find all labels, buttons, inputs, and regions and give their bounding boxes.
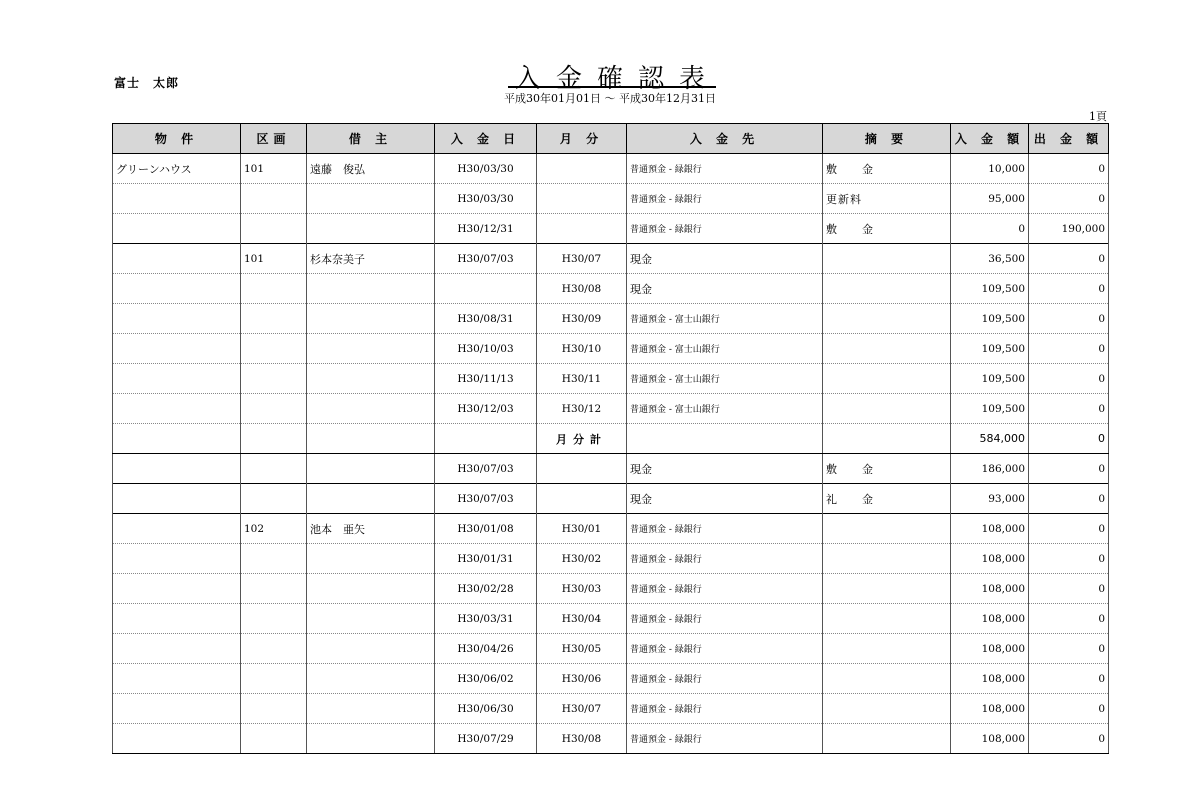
cell-out-amount: 0 — [1029, 634, 1109, 664]
cell-note — [823, 544, 951, 574]
payment-ledger-table — [112, 123, 1109, 754]
subtotal-out-amount: 0 — [1029, 424, 1109, 454]
cell-property — [113, 664, 241, 694]
table-row — [113, 574, 1109, 604]
column-header-unit: 区画 — [241, 124, 307, 154]
cell-note: 礼 金 — [823, 484, 951, 514]
cell-date: H30/07/03 — [435, 454, 537, 484]
cell-date: H30/12/31 — [435, 214, 537, 244]
cell-out-amount: 0 — [1029, 394, 1109, 424]
cell-out-amount: 190,000 — [1029, 214, 1109, 244]
cell-note — [823, 694, 951, 724]
cell-unit — [241, 454, 307, 484]
cell-account: 普通預金 - 緑銀行 — [627, 544, 823, 574]
cell-property — [113, 694, 241, 724]
cell-property — [113, 394, 241, 424]
title-underline — [508, 86, 716, 88]
cell-tenant — [307, 214, 435, 244]
table-row — [113, 484, 1109, 514]
cell-date: H30/11/13 — [435, 364, 537, 394]
cell-month: H30/06 — [537, 664, 627, 694]
cell-tenant — [307, 424, 435, 454]
cell-tenant — [307, 274, 435, 304]
cell-in-amount: 10,000 — [951, 154, 1029, 184]
cell-property — [113, 724, 241, 754]
cell-account: 普通預金 - 緑銀行 — [627, 634, 823, 664]
cell-date: H30/02/28 — [435, 574, 537, 604]
cell-account: 現金 — [627, 454, 823, 484]
cell-note — [823, 724, 951, 754]
cell-out-amount: 0 — [1029, 184, 1109, 214]
cell-unit — [241, 424, 307, 454]
cell-note — [823, 364, 951, 394]
cell-in-amount: 95,000 — [951, 184, 1029, 214]
cell-out-amount: 0 — [1029, 154, 1109, 184]
cell-date: H30/03/30 — [435, 154, 537, 184]
cell-note: 敷 金 — [823, 154, 951, 184]
cell-note — [823, 304, 951, 334]
cell-property — [113, 484, 241, 514]
cell-in-amount: 109,500 — [951, 334, 1029, 364]
table-row — [113, 184, 1109, 214]
cell-unit — [241, 664, 307, 694]
cell-month: H30/05 — [537, 634, 627, 664]
cell-in-amount: 109,500 — [951, 394, 1029, 424]
table-row — [113, 304, 1109, 334]
cell-date: H30/07/29 — [435, 724, 537, 754]
cell-tenant — [307, 304, 435, 334]
cell-out-amount: 0 — [1029, 304, 1109, 334]
cell-date: H30/06/30 — [435, 694, 537, 724]
cell-date: H30/06/02 — [435, 664, 537, 694]
cell-account: 普通預金 - 緑銀行 — [627, 724, 823, 754]
cell-out-amount: 0 — [1029, 274, 1109, 304]
cell-unit — [241, 604, 307, 634]
cell-unit — [241, 274, 307, 304]
cell-account: 普通預金 - 富士山銀行 — [627, 394, 823, 424]
cell-date — [435, 274, 537, 304]
column-header-account: 入 金 先 — [627, 124, 823, 154]
table-row — [113, 214, 1109, 244]
cell-in-amount: 108,000 — [951, 514, 1029, 544]
cell-tenant: 杉本奈美子 — [307, 244, 435, 274]
cell-unit — [241, 544, 307, 574]
page-number: 1頁 — [1089, 110, 1107, 123]
cell-month: H30/08 — [537, 274, 627, 304]
cell-out-amount: 0 — [1029, 454, 1109, 484]
cell-out-amount: 0 — [1029, 664, 1109, 694]
column-header-tenant: 借 主 — [307, 124, 435, 154]
column-header-note: 摘 要 — [823, 124, 951, 154]
cell-unit — [241, 634, 307, 664]
cell-note — [823, 604, 951, 634]
cell-account: 普通預金 - 緑銀行 — [627, 574, 823, 604]
cell-note — [823, 424, 951, 454]
cell-tenant — [307, 364, 435, 394]
cell-month: H30/01 — [537, 514, 627, 544]
cell-note — [823, 274, 951, 304]
cell-in-amount: 108,000 — [951, 694, 1029, 724]
cell-tenant — [307, 184, 435, 214]
cell-month — [537, 454, 627, 484]
subtotal-label: 月分計 — [537, 424, 627, 454]
cell-note — [823, 244, 951, 274]
subtotal-in-amount: 584,000 — [951, 424, 1029, 454]
table-row — [113, 514, 1109, 544]
cell-in-amount: 108,000 — [951, 604, 1029, 634]
cell-date: H30/07/03 — [435, 484, 537, 514]
cell-property — [113, 214, 241, 244]
cell-date: H30/01/08 — [435, 514, 537, 544]
cell-date: H30/07/03 — [435, 244, 537, 274]
table-row — [113, 274, 1109, 304]
cell-out-amount: 0 — [1029, 724, 1109, 754]
cell-month — [537, 214, 627, 244]
table-row — [113, 604, 1109, 634]
cell-note: 更新料 — [823, 184, 951, 214]
table-row — [113, 244, 1109, 274]
cell-tenant — [307, 724, 435, 754]
cell-property — [113, 364, 241, 394]
cell-in-amount: 36,500 — [951, 244, 1029, 274]
cell-out-amount: 0 — [1029, 244, 1109, 274]
cell-property — [113, 184, 241, 214]
cell-property — [113, 544, 241, 574]
cell-month — [537, 154, 627, 184]
cell-month: H30/03 — [537, 574, 627, 604]
cell-unit — [241, 484, 307, 514]
table-header-row — [113, 124, 1109, 154]
cell-property — [113, 334, 241, 364]
cell-out-amount: 0 — [1029, 694, 1109, 724]
cell-unit: 101 — [241, 244, 307, 274]
cell-account: 現金 — [627, 274, 823, 304]
cell-account: 普通預金 - 富士山銀行 — [627, 364, 823, 394]
cell-account: 普通預金 - 富士山銀行 — [627, 304, 823, 334]
cell-property — [113, 514, 241, 544]
cell-property — [113, 304, 241, 334]
cell-in-amount: 93,000 — [951, 484, 1029, 514]
cell-month: H30/11 — [537, 364, 627, 394]
cell-date: H30/01/31 — [435, 544, 537, 574]
cell-in-amount: 109,500 — [951, 274, 1029, 304]
cell-note: 敷 金 — [823, 454, 951, 484]
cell-unit — [241, 394, 307, 424]
column-header-in-amount: 入 金 額 — [951, 124, 1029, 154]
cell-property — [113, 634, 241, 664]
cell-month — [537, 184, 627, 214]
cell-note — [823, 634, 951, 664]
column-header-month: 月 分 — [537, 124, 627, 154]
cell-note — [823, 394, 951, 424]
cell-property — [113, 454, 241, 484]
cell-account: 現金 — [627, 484, 823, 514]
cell-account: 普通預金 - 緑銀行 — [627, 514, 823, 544]
cell-property — [113, 244, 241, 274]
cell-month: H30/09 — [537, 304, 627, 334]
cell-tenant — [307, 394, 435, 424]
cell-month: H30/10 — [537, 334, 627, 364]
cell-unit: 102 — [241, 514, 307, 544]
cell-out-amount: 0 — [1029, 604, 1109, 634]
cell-in-amount: 108,000 — [951, 724, 1029, 754]
cell-out-amount: 0 — [1029, 574, 1109, 604]
table-row — [113, 694, 1109, 724]
cell-tenant: 池本 亜矢 — [307, 514, 435, 544]
column-header-date: 入 金 日 — [435, 124, 537, 154]
cell-tenant: 遠藤 俊弘 — [307, 154, 435, 184]
cell-in-amount: 0 — [951, 214, 1029, 244]
owner-name: 富士 太郎 — [114, 76, 180, 90]
cell-unit: 101 — [241, 154, 307, 184]
cell-in-amount: 108,000 — [951, 544, 1029, 574]
cell-property — [113, 424, 241, 454]
table-row — [113, 454, 1109, 484]
cell-unit — [241, 214, 307, 244]
cell-tenant — [307, 334, 435, 364]
cell-month: H30/12 — [537, 394, 627, 424]
cell-tenant — [307, 694, 435, 724]
cell-account: 普通預金 - 緑銀行 — [627, 184, 823, 214]
table-row — [113, 544, 1109, 574]
report-period: 平成30年01月01日 〜 平成30年12月31日 — [504, 92, 716, 105]
cell-in-amount: 108,000 — [951, 664, 1029, 694]
cell-month: H30/07 — [537, 244, 627, 274]
cell-in-amount: 109,500 — [951, 364, 1029, 394]
cell-account: 普通預金 - 緑銀行 — [627, 154, 823, 184]
column-header-property: 物 件 — [113, 124, 241, 154]
table-row — [113, 634, 1109, 664]
cell-property — [113, 274, 241, 304]
cell-unit — [241, 574, 307, 604]
cell-tenant — [307, 484, 435, 514]
table-row — [113, 364, 1109, 394]
cell-date: H30/10/03 — [435, 334, 537, 364]
cell-note: 敷 金 — [823, 214, 951, 244]
cell-unit — [241, 334, 307, 364]
cell-in-amount: 108,000 — [951, 634, 1029, 664]
cell-tenant — [307, 604, 435, 634]
cell-in-amount: 186,000 — [951, 454, 1029, 484]
subtotal-row — [113, 424, 1109, 454]
cell-month: H30/02 — [537, 544, 627, 574]
cell-month: H30/08 — [537, 724, 627, 754]
cell-in-amount: 108,000 — [951, 574, 1029, 604]
cell-in-amount: 109,500 — [951, 304, 1029, 334]
cell-out-amount: 0 — [1029, 364, 1109, 394]
cell-note — [823, 514, 951, 544]
table-row — [113, 154, 1109, 184]
cell-account: 普通預金 - 緑銀行 — [627, 694, 823, 724]
cell-account: 普通預金 - 緑銀行 — [627, 664, 823, 694]
cell-out-amount: 0 — [1029, 544, 1109, 574]
cell-tenant — [307, 454, 435, 484]
cell-month: H30/04 — [537, 604, 627, 634]
cell-out-amount: 0 — [1029, 484, 1109, 514]
cell-property: グリーンハウス — [113, 154, 241, 184]
cell-month: H30/07 — [537, 694, 627, 724]
cell-unit — [241, 364, 307, 394]
cell-unit — [241, 724, 307, 754]
cell-tenant — [307, 664, 435, 694]
cell-note — [823, 664, 951, 694]
cell-out-amount: 0 — [1029, 514, 1109, 544]
cell-property — [113, 574, 241, 604]
cell-account — [627, 424, 823, 454]
cell-property — [113, 604, 241, 634]
cell-account: 普通預金 - 緑銀行 — [627, 604, 823, 634]
cell-date: H30/12/03 — [435, 394, 537, 424]
report-title: 入金確認表 — [514, 64, 720, 94]
cell-date: H30/03/31 — [435, 604, 537, 634]
cell-tenant — [307, 634, 435, 664]
cell-unit — [241, 694, 307, 724]
cell-account: 普通預金 - 緑銀行 — [627, 214, 823, 244]
column-header-out-amount: 出 金 額 — [1029, 124, 1109, 154]
cell-date — [435, 424, 537, 454]
cell-tenant — [307, 574, 435, 604]
cell-out-amount: 0 — [1029, 334, 1109, 364]
table-row — [113, 664, 1109, 694]
cell-date: H30/08/31 — [435, 304, 537, 334]
table-row — [113, 394, 1109, 424]
cell-date: H30/04/26 — [435, 634, 537, 664]
table-row — [113, 334, 1109, 364]
cell-month — [537, 484, 627, 514]
table-row — [113, 724, 1109, 754]
cell-tenant — [307, 544, 435, 574]
cell-note — [823, 574, 951, 604]
cell-account: 現金 — [627, 244, 823, 274]
cell-unit — [241, 184, 307, 214]
cell-date: H30/03/30 — [435, 184, 537, 214]
cell-unit — [241, 304, 307, 334]
cell-account: 普通預金 - 富士山銀行 — [627, 334, 823, 364]
cell-note — [823, 334, 951, 364]
